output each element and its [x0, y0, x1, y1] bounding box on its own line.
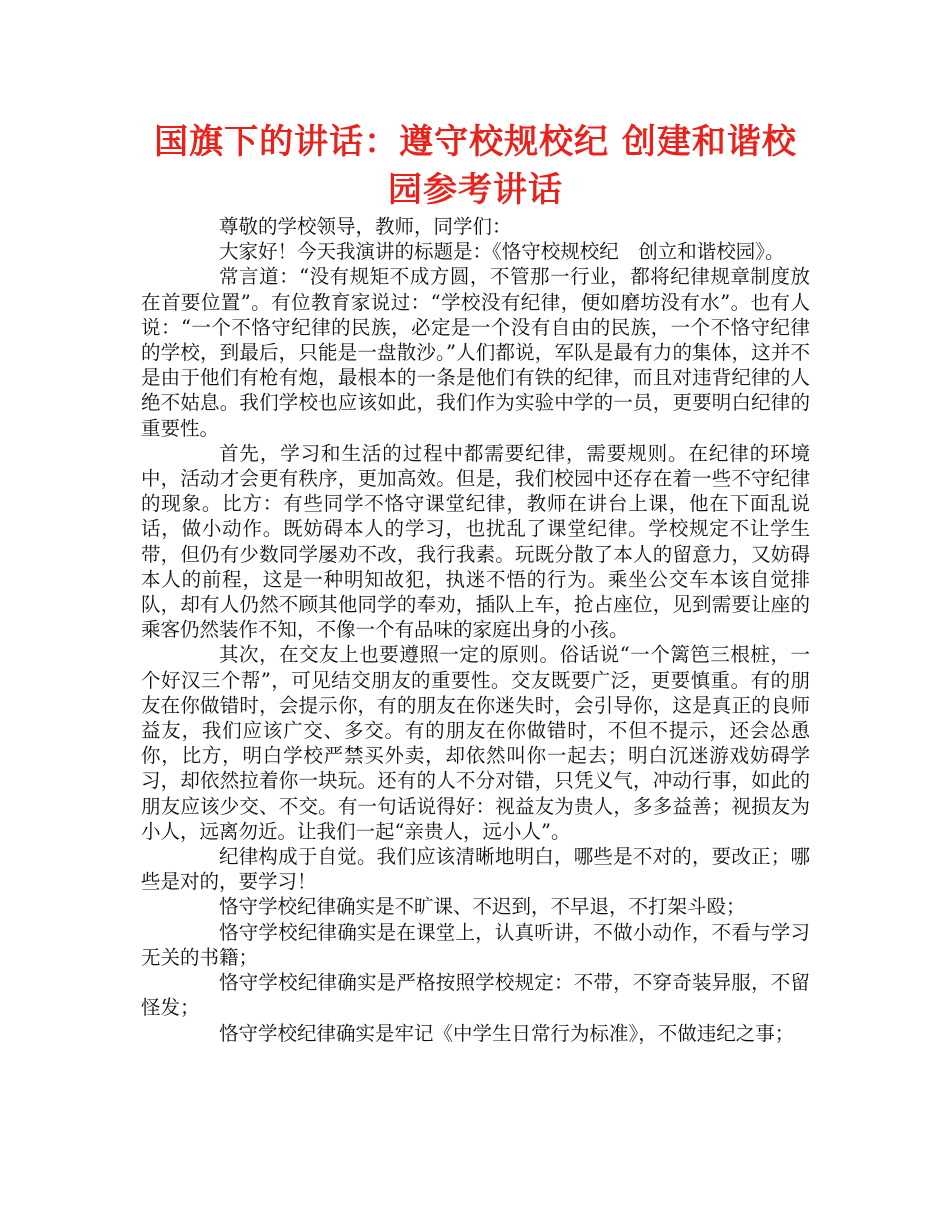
paragraph-rule-3: 恪守学校纪律确实是严格按照学校规定：不带，不穿奇装异服，不留怪发； — [141, 971, 810, 1020]
paragraph-greeting: 尊敬的学校领导，教师，同学们： — [219, 215, 512, 238]
paragraph-first: 首先，学习和生活的过程中都需要纪律，需要规则。在纪律的环境中，活动才会更有秩序，更加高效。但是，我们校园中还存在着一些不守纪律的现象。比方：有些同学不恪守课堂纪律，教师在讲台上课，他在下面乱说话，做小动作。既妨碍本人的学习，也扰乱了课堂纪律。学校规定不让学生带，但仍有少数同学屡劝不改，我行我素。玩既分散了本人的留意力，又妨碍本人的前程，这是一种明知故犯，执迷不悟的行为。乘坐公交车本该自觉排队，却有人仍然不顾其他同学的奉劝，插队上车，抢占座位，见到需要让座的乘客仍然装作不知，不像一个有品味的家庭出身的小孩。 — [141, 441, 810, 642]
document-body — [141, 214, 810, 1046]
paragraph-second: 其次，在交友上也要遵照一定的原则。俗话说“一个篱笆三根桩，一个好汉三个帮”，可见结交朋友的重要性。交友既要广泛，更要慎重。有的朋友在你做错时，会提示你，有的朋友在你迷失时，会引导你，这是真正的良师益友，我们应该广交、多交。有的朋友在你做错时，不但不提示，还会怂恿你，比方，明白学校严禁买外卖，却依然叫你一起去；明白沉迷游戏妨碍学习，却依然拉着你一块玩。还有的人不分对错，只凭义气，冲动行事，如此的朋友应该少交、不交。有一句话说得好：视益友为贵人，多多益善；视损友为小人，远离勿近。让我们一起“亲贵人，远小人”。 — [141, 643, 810, 843]
paragraph-rule-4: 恪守学校纪律确实是牢记《中学生日常行为标准》，不做违纪之事； — [219, 1021, 795, 1045]
paragraph-quotes: 常言道：“没有规矩不成方圆，不管那一行业，都将纪律规章制度放在首要位置”。有位教育家说过：“学校没有纪律，便如磨坊没有水”。也有人说：“一个不恪守纪律的民族，必定是一个没有自由的民族，一个不恪守纪律的学校，到最后，只能是一盘散沙。”人们都说，军队是最有力的集体，这并不是由于他们有枪有炮，最根本的一条是他们有铁的纪律，而且对违背纪律的人绝不姑息。我们学校也应该如此，我们作为实验中学的一员，更要明白纪律的重要性。 — [141, 265, 810, 440]
paragraph-intro: 大家好！今天我演讲的标题是：《恪守校规校纪 创立和谐校园》。 — [219, 240, 785, 264]
paragraph-rule-2: 恪守学校纪律确实是在课堂上，认真听讲，不做小动作，不看与学习无关的书籍； — [141, 920, 810, 969]
document-page — [141, 118, 810, 1046]
document-title: 国旗下的讲话：遵守校规校纪 创建和谐校园参考讲话 — [154, 122, 797, 210]
paragraph-rule-1: 恪守学校纪律确实是不旷课、不迟到，不早退，不打架斗殴； — [219, 895, 746, 919]
paragraph-self-discipline: 纪律构成于自觉。我们应该清晰地明白，哪些是不对的，要改正；哪些是对的，要学习！ — [141, 845, 810, 894]
